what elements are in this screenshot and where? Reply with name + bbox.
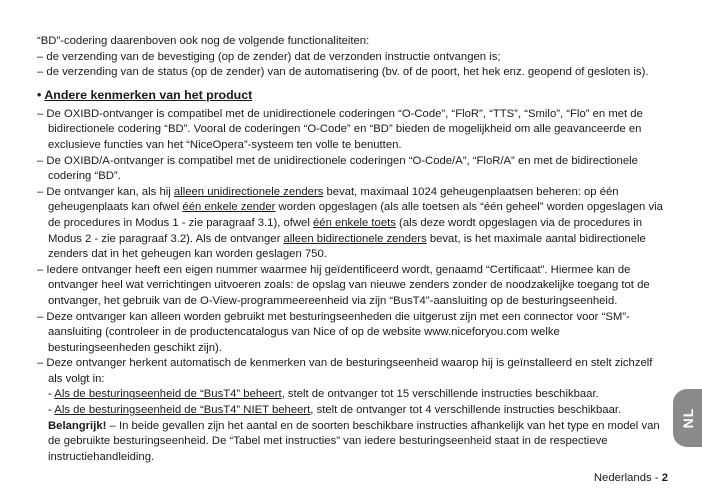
section-heading (37, 87, 665, 103)
intro-item-2: – de verzending van de status (op de zender) van de automatisering (bv. of de poort, het hek enz. geopend of gesloten is). (37, 66, 649, 79)
language-tab-label: NL (679, 407, 696, 429)
heading-bullet: • (37, 87, 42, 102)
page-number: 2 (661, 472, 668, 484)
item-text: worden opgeslagen (als alle toetsen als “één geheel” worden opgeslagen via de procedures in Modus 1 - zie paragraaf 3.1), ofwel (48, 201, 663, 229)
item-text: – De ontvanger kan, als hij (37, 185, 174, 198)
sub-item (37, 387, 665, 403)
heading-label: Andere kenmerken van het product (44, 87, 253, 102)
item-text: , stelt de ontvanger tot 15 verschillende instructies beschikbaar. (281, 388, 599, 401)
sub-dash: - (48, 404, 55, 417)
underlined-phrase: Als de besturingseenheid de “BusT4” beheert (54, 388, 282, 401)
sub-item (37, 403, 665, 419)
item-text: bevat, is het maximale aantal bidirectionele zenders dat in het geheugen kan worden geslagen 750. (48, 232, 646, 261)
underlined-phrase: alleen bidirectionele zenders (283, 232, 427, 245)
note-text: – In beide gevallen zijn het aantal en de soorten beschikbare instructies afhankelijk van het type en model van de gebruikte besturingseenheid. De “Tabel met instructies” van iedere besturingseenheid staat in de respectieve instructiehandleiding. (48, 419, 660, 463)
sub-dash: - (48, 388, 55, 401)
underlined-phrase: één enkele zender (182, 201, 276, 214)
list-item: – Iedere ontvanger heeft een eigen nummer waarmee hij geïdentificeerd wordt, genaamd “Certificaat”. Hiermee kan de ontvanger heel wat verrichtingen uitvoeren zoals: de opslag van nieuwe zenders zonder de noodzakelijke toegang tot de ontvanger, het gebruik van de O-View-programmeereenheid via zijn “BusT4”-aansluiting op de besturingseenheid. (37, 263, 650, 307)
document-body (37, 34, 665, 465)
list-item: – De OXIBD-ontvanger is compatibel met de unidirectionele coderingen “O-Code”, “FloR”, “TTS”, “Smilo”, “Flo” en met de bidirectionele codering “BD”. Vooral de coderingen “O-Code” en “BD” bieden de mogelijkheid om alle geavanceerde en exclusieve functies van het “NiceOpera”-systeem ten volle te benutten. (37, 107, 643, 151)
footer-language: Nederlands - (593, 472, 662, 484)
language-tab (673, 389, 702, 447)
important-note (37, 419, 665, 466)
list-item (37, 185, 665, 263)
underlined-phrase: één enkele toets (313, 216, 396, 229)
list-item: – De OXIBD/A-ontvanger is compatibel met de unidirectionele coderingen “O-Code/A”, “FloR/A” en met de bidirectionele codering “BD”. (37, 154, 638, 183)
item-text: (als deze wordt opgeslagen via de procedures in Modus 2 - zie paragraaf 3.2). Als de ontvanger (48, 216, 643, 245)
item-text: bevat, maximaal 1024 geheugenplaatsen beheren: op één geheugenplaats kan ofwel (48, 185, 619, 214)
important-label: Belangrijk! (48, 419, 107, 432)
intro-text: “BD”-codering daarenboven ook nog de volgende functionaliteiten: (37, 35, 370, 47)
list-item: – Deze ontvanger kan alleen worden gebruikt met besturingseenheden die uitgerust zijn met een connector voor “SM”-aansluiting (controleer in de productencatalogus van Nice of op de website www.niceforyou.com welke besturingseenheden geschikt zijn). (37, 310, 630, 354)
underlined-phrase: Als de besturingseenheid de “BusT4” NIET beheert (54, 404, 311, 417)
underlined-phrase: alleen unidirectionele zenders (173, 185, 324, 198)
item-text: , stelt de ontvanger tot 4 verschillende instructies beschikbaar. (310, 404, 622, 417)
page-footer (594, 472, 668, 484)
list-item: – Deze ontvanger herkent automatisch de kenmerken van de besturingseenheid waarop hij is geïnstalleerd en stelt zichzelf als volgt in: (37, 357, 653, 385)
intro-item-1: – de verzending van de bevestiging (op de zender) dat de verzonden instructie ontvangen is; (37, 50, 501, 63)
